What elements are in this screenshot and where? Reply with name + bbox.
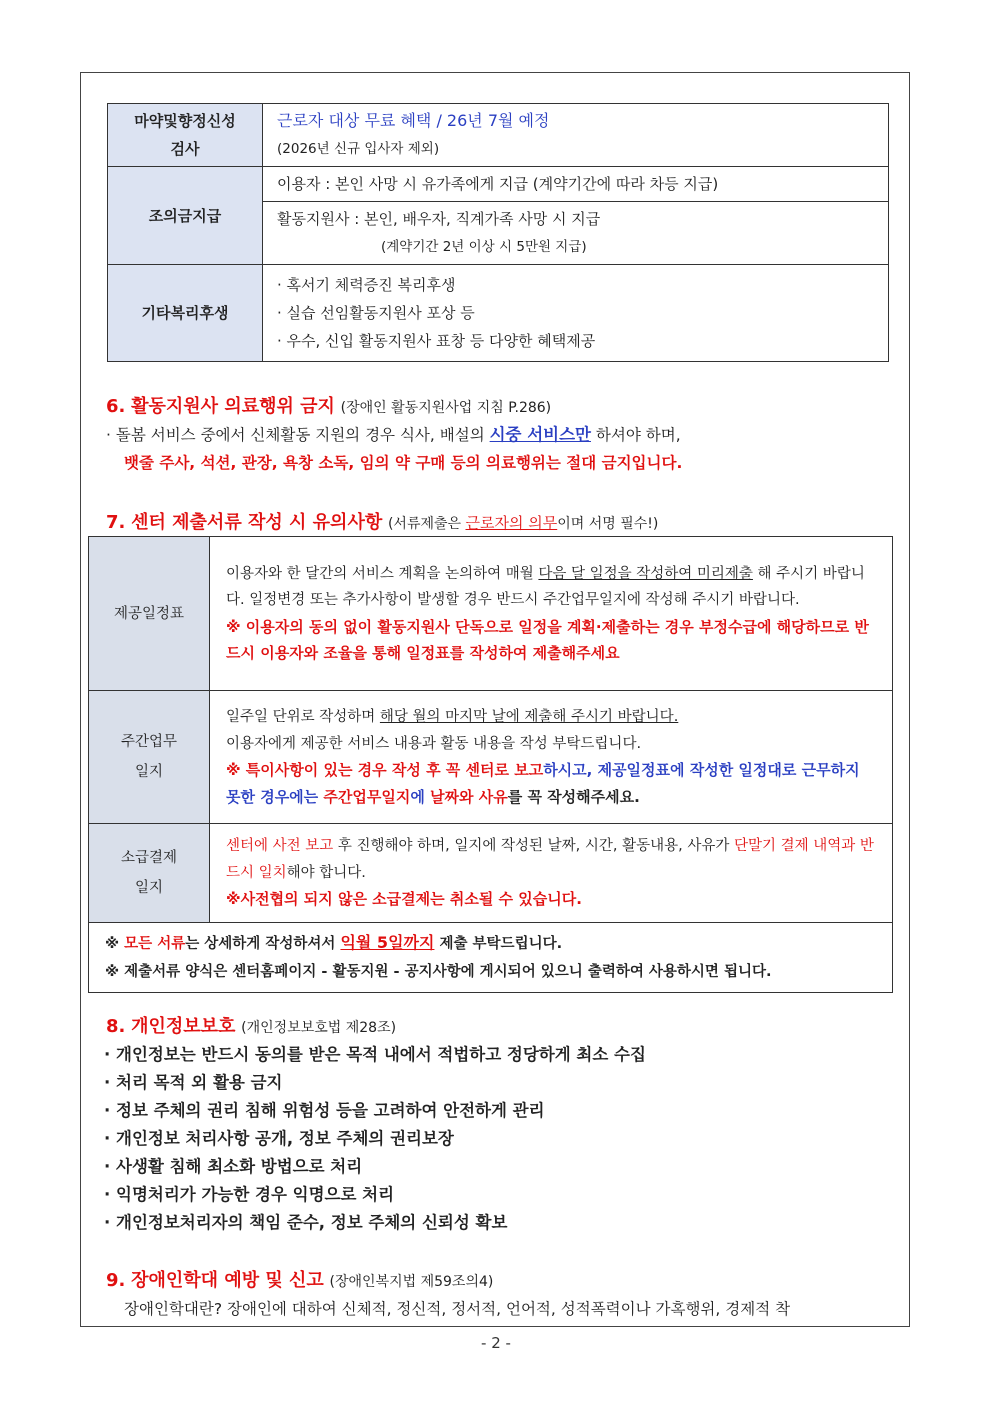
red-text: 단말기 결제 내역과 반드시 일치 [226,838,874,881]
section6-subtitle: (장애인 활동지원사업 지침 P.286) [340,400,552,416]
text: 후 진행해야 하며, 일지에 작성된 날짜, 시간, 활동내용, 사유가 [333,838,734,854]
section9-title: 장애인학대 예방 및 신고 [131,1270,324,1291]
weekly-log-header-l1: 주간업무 [120,734,178,750]
list-item: · 정보 주체의 권리 침해 위험성 등을 고려하여 안전하게 관리 [104,1101,545,1120]
retro-log-warning: ※사전협의 되지 않은 소급결제는 취소될 수 있습니다. [226,890,582,908]
section8-list [104,1041,646,1237]
section7-number: 7. [106,512,126,533]
section7-sub-text: (서류제출은 [387,516,466,532]
drug-test-header-l2: 검사 [170,140,200,158]
weekly-log-line2: 이용자에게 제공한 서비스 내용과 활동 내용을 작성 부탁드립니다. [226,735,642,752]
table-header-other-welfare: 기타복리후생 [108,265,263,362]
section6-text: · 돌봄 서비스 중에서 신체활동 지원의 경우 식사, 배설의 [106,426,490,444]
schedule-text [226,561,876,614]
underlined-text: 해당 월의 마지막 날에 제출해 주시기 바랍니다. [379,709,679,725]
section6-text: 하셔야 하며, [591,426,681,444]
text: 해야 합니다. [286,864,366,881]
warn-blue: 에 [410,787,431,806]
note-text: 는 상세하게 작성하셔서 [185,935,341,952]
table-header-retro-log [89,824,210,923]
text: 일주일 단위로 작성하며 [226,709,380,725]
list-item: · 사생활 침해 최소화 방법으로 처리 [104,1157,363,1176]
note-text: 제출 부탁드립니다. [434,935,563,952]
note2: ※ 제출서류 양식은 센터홈페이지 - 활동지원 - 공지사항에 게시되어 있으니 출력하여 사용하시면 됩니다. [105,963,772,980]
section9-body: 장애인학대란? 장애인에 대하여 신체적, 정신적, 정서적, 언어적, 성적폭력이나 가혹행위, 경제적 착 [124,1300,791,1318]
red-text: 센터에 사전 보고 [226,838,334,854]
schedule-content [210,537,893,691]
section6-title: 활동지원사 의료행위 금지 [131,396,335,417]
drug-test-line2: (2026년 신규 입사자 제외) [277,141,440,157]
welfare-item: · 우수, 신입 활동지원사 표창 등 다양한 혜택제공 [277,332,596,350]
section7-title: 센터 제출서류 작성 시 유의사항 [131,512,383,533]
retro-log-header-l1: 소급결제 [120,849,178,866]
page-number: - 2 - [481,1334,511,1352]
list-item: · 개인정보는 반드시 동의를 받은 목적 내에서 적법하고 정당하게 최소 수집 [104,1045,646,1064]
welfare-item: · 실습 선임활동지원사 포상 등 [277,304,475,322]
benefits-table [107,103,889,362]
note-deadline: 익월 5일까지 [340,932,435,952]
section6-highlight: 시중 서비스만 [489,425,591,444]
weekly-log-line1 [226,704,876,731]
section8-heading [106,1012,396,1038]
section8-number: 8. [106,1016,126,1037]
documents-notes [89,922,893,992]
list-item: · 개인정보 처리사항 공개, 정보 주체의 권리보장 [104,1129,454,1148]
drug-test-line1: 근로자 대상 무료 혜택 / 26년 7월 예정 [277,111,550,130]
section6-heading [106,392,551,418]
condolence-worker-line2: (계약기간 2년 이상 시 5만원 지급) [381,239,587,255]
welfare-item: · 혹서기 체력증진 복리후생 [277,276,456,294]
other-welfare-content [263,265,889,362]
warn-blue: 하시고, 제공일정표에 작성한 일정대로 근무하지 못한 경우에는 [226,761,860,806]
section9-number: 9. [106,1270,126,1291]
table-header-drug-test [108,104,263,167]
retro-log-header-l2: 일지 [134,879,163,896]
note-red: 모든 서류 [124,935,186,952]
documents-table [88,536,893,993]
retro-log-text [226,833,876,886]
section7-sub-highlight: 근로자의 의무 [465,514,558,532]
list-item: · 처리 목적 외 활용 금지 [104,1073,283,1092]
note1 [105,929,876,958]
condolence-user-text: 이용자 : 본인 사망 시 유가족에게 지급 (계약기간에 따라 차등 지급) [277,175,719,193]
drug-test-header-l1: 마약및향정신성 [134,112,236,130]
section6-line2: 뱃줄 주사, 석션, 관장, 욕창 소독, 임의 약 구매 등의 의료행위는 절대 금지입니다. [124,454,683,472]
section7-sub-text: 이며 서명 필수!) [557,516,659,532]
condolence-user [263,167,889,202]
note-text: ※ [105,935,125,952]
schedule-warning: ※ 이용자의 동의 없이 활동지원사 단독으로 일정을 계획·제출하는 경우 부정수급에 해당하므로 반드시 이용자와 조율을 통해 일정표를 작성하여 제출해주세요 [226,617,869,662]
list-item: · 개인정보처리자의 책임 준수, 정보 주체의 신뢰성 확보 [104,1213,508,1232]
weekly-log-header-l2: 일지 [134,764,163,780]
warn-dark: 를 꼭 작성해주세요. [507,787,640,806]
condolence-worker-line1: 활동지원사 : 본인, 배우자, 직계가족 사망 시 지급 [277,210,601,228]
section6-number: 6. [106,396,126,417]
warn-red: 주간업무일지 [323,787,411,806]
drug-test-content [263,104,889,167]
weekly-log-content [210,691,893,824]
condolence-worker [263,202,889,265]
text: 이용자와 한 달간의 서비스 계획을 논의하여 매월 [226,565,539,582]
list-item: · 익명처리가 가능한 경우 익명으로 처리 [104,1185,395,1204]
weekly-log-warning [226,757,876,810]
section6-line1 [106,421,681,449]
warn-red: ※ 특이사항이 있는 경우 작성 후 꼭 센터로 보고 [226,761,544,779]
text: 해 주시기 바랍니다. 일정변경 또는 추가사항이 발생할 경우 반드시 주간업무일지에 작성해 주시기 바랍니다. [226,565,865,608]
underlined-text: 다음 달 일정을 작성하여 미리제출 [538,565,753,582]
section8-title: 개인정보보호 [131,1016,236,1037]
warn-red: 날짜와 사유 [430,787,508,806]
section7-subtitle [388,516,658,532]
section8-subtitle: (개인정보보호법 제28조) [241,1020,397,1036]
table-header-weekly-log [89,691,210,824]
section7-heading [106,508,658,534]
section9-heading [106,1266,493,1292]
section9-subtitle: (장애인복지법 제59조의4) [329,1274,494,1290]
retro-log-content [210,824,893,923]
table-header-condolence: 조의금지급 [108,167,263,265]
table-header-schedule: 제공일정표 [89,537,210,691]
